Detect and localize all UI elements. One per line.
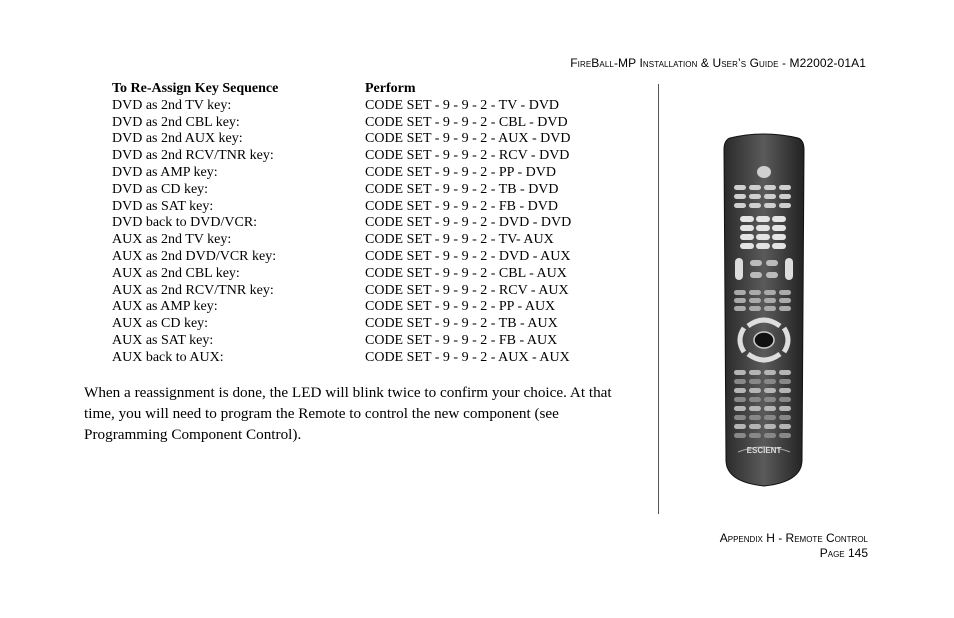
remote-key bbox=[740, 234, 754, 240]
remote-key bbox=[749, 185, 761, 190]
remote-key bbox=[756, 243, 770, 249]
remote-key bbox=[779, 406, 791, 411]
remote-key bbox=[749, 379, 761, 384]
key-sequence-cell: AUX as 2nd CBL key: bbox=[112, 265, 240, 281]
table-row bbox=[112, 266, 571, 283]
remote-key bbox=[764, 433, 776, 438]
remote-key bbox=[749, 290, 761, 295]
remote-key bbox=[750, 260, 762, 266]
remote-key bbox=[764, 306, 776, 311]
remote-key bbox=[764, 388, 776, 393]
key-sequence-cell: DVD as 2nd TV key: bbox=[112, 97, 232, 113]
remote-key bbox=[764, 194, 776, 199]
perform-cell: CODE SET - 9 - 9 - 2 - DVD - DVD bbox=[365, 215, 572, 231]
key-reassign-table bbox=[112, 81, 571, 367]
remote-key bbox=[779, 194, 791, 199]
key-sequence-cell: AUX as AMP key: bbox=[112, 299, 218, 315]
remote-key bbox=[749, 298, 761, 303]
remote-key bbox=[749, 406, 761, 411]
remote-key bbox=[764, 415, 776, 420]
remote-key bbox=[734, 185, 746, 190]
remote-key bbox=[779, 424, 791, 429]
table-row bbox=[112, 283, 571, 300]
perform-cell: CODE SET - 9 - 9 - 2 - TB - DVD bbox=[365, 181, 559, 197]
remote-key bbox=[772, 243, 786, 249]
channel-rocker bbox=[785, 258, 793, 280]
remote-key bbox=[764, 397, 776, 402]
remote-key bbox=[764, 424, 776, 429]
vertical-divider bbox=[658, 84, 659, 514]
remote-key bbox=[740, 216, 754, 222]
remote-key bbox=[779, 388, 791, 393]
remote-key bbox=[779, 370, 791, 375]
running-header: FireBall-MP Installation & User’s Guide - M22002-01A1 bbox=[570, 56, 866, 70]
key-sequence-cell: DVD as CD key: bbox=[112, 181, 209, 197]
remote-key bbox=[734, 298, 746, 303]
table-row bbox=[112, 98, 571, 115]
remote-key bbox=[740, 243, 754, 249]
remote-key bbox=[779, 433, 791, 438]
remote-key bbox=[734, 290, 746, 295]
perform-cell: CODE SET - 9 - 9 - 2 - AUX - DVD bbox=[365, 131, 571, 147]
perform-cell: CODE SET - 9 - 9 - 2 - TV - DVD bbox=[365, 97, 560, 113]
table-row bbox=[112, 199, 571, 216]
key-sequence-cell: DVD as 2nd RCV/TNR key: bbox=[112, 148, 274, 164]
footer-page-number: Page 145 bbox=[819, 546, 868, 560]
remote-key bbox=[734, 379, 746, 384]
remote-key bbox=[734, 415, 746, 420]
key-sequence-cell: DVD back to DVD/VCR: bbox=[112, 215, 258, 231]
table-row bbox=[112, 316, 571, 333]
select-button bbox=[754, 332, 774, 348]
remote-key bbox=[749, 424, 761, 429]
remote-key bbox=[749, 388, 761, 393]
perform-cell: CODE SET - 9 - 9 - 2 - PP - DVD bbox=[365, 164, 556, 180]
remote-key bbox=[734, 433, 746, 438]
remote-key bbox=[779, 379, 791, 384]
remote-key bbox=[764, 203, 776, 208]
remote-key bbox=[740, 225, 754, 231]
perform-cell: CODE SET - 9 - 9 - 2 - AUX - AUX bbox=[365, 349, 570, 365]
table-row bbox=[112, 249, 571, 266]
table-row bbox=[112, 165, 571, 182]
table-row bbox=[112, 115, 571, 132]
body-paragraph: When a reassignment is done, the LED will blink twice to confirm your choice. At that time, you will need to program the Remote to control the new component (see Programming Component Control). bbox=[84, 384, 612, 443]
table-row bbox=[112, 182, 571, 199]
remote-key bbox=[756, 225, 770, 231]
remote-key bbox=[734, 306, 746, 311]
remote-key bbox=[779, 185, 791, 190]
remote-key bbox=[779, 415, 791, 420]
key-sequence-cell: DVD as 2nd CBL key: bbox=[112, 114, 240, 130]
perform-cell: CODE SET - 9 - 9 - 2 - CBL - DVD bbox=[365, 114, 568, 130]
perform-cell: CODE SET - 9 - 9 - 2 - FB - DVD bbox=[365, 198, 559, 214]
remote-key bbox=[764, 290, 776, 295]
perform-cell: CODE SET - 9 - 9 - 2 - DVD - AUX bbox=[365, 248, 571, 264]
remote-key bbox=[764, 185, 776, 190]
perform-cell: CODE SET - 9 - 9 - 2 - TV- AUX bbox=[365, 232, 554, 248]
key-sequence-cell: AUX as CD key: bbox=[112, 316, 209, 332]
remote-key bbox=[749, 415, 761, 420]
remote-key bbox=[779, 298, 791, 303]
remote-key bbox=[750, 272, 762, 278]
key-sequence-cell: DVD as 2nd AUX key: bbox=[112, 131, 243, 147]
remote-control-illustration bbox=[718, 130, 810, 490]
table-row bbox=[112, 215, 571, 232]
remote-key bbox=[734, 194, 746, 199]
remote-control-image bbox=[718, 130, 810, 495]
remote-key bbox=[764, 406, 776, 411]
remote-key bbox=[764, 298, 776, 303]
table-row bbox=[112, 350, 571, 367]
remote-key bbox=[772, 225, 786, 231]
key-sequence-cell: DVD as SAT key: bbox=[112, 198, 214, 214]
footer-section: Appendix H - Remote Control bbox=[719, 531, 868, 545]
remote-key bbox=[749, 194, 761, 199]
table-row bbox=[112, 333, 571, 350]
remote-key bbox=[779, 306, 791, 311]
key-sequence-cell: AUX back to AUX: bbox=[112, 349, 224, 365]
column-header-perform: Perform bbox=[365, 81, 416, 96]
key-sequence-cell: DVD as AMP key: bbox=[112, 164, 218, 180]
remote-key bbox=[764, 370, 776, 375]
remote-key bbox=[766, 272, 778, 278]
key-sequence-cell: AUX as 2nd TV key: bbox=[112, 232, 232, 248]
table-row bbox=[112, 131, 571, 148]
table-row bbox=[112, 299, 571, 316]
remote-key bbox=[779, 203, 791, 208]
table-row bbox=[112, 148, 571, 165]
remote-key bbox=[734, 370, 746, 375]
key-sequence-cell: AUX as 2nd DVD/VCR key: bbox=[112, 248, 277, 264]
remote-key bbox=[779, 397, 791, 402]
perform-cell: CODE SET - 9 - 9 - 2 - FB - AUX bbox=[365, 332, 558, 348]
brand-logo: ESCIENT bbox=[746, 446, 782, 455]
perform-cell: CODE SET - 9 - 9 - 2 - TB - AUX bbox=[365, 316, 558, 332]
key-sequence-cell: AUX as 2nd RCV/TNR key: bbox=[112, 282, 274, 298]
remote-key bbox=[756, 216, 770, 222]
table-row bbox=[112, 232, 571, 249]
remote-key bbox=[749, 397, 761, 402]
remote-key bbox=[764, 379, 776, 384]
page-footer bbox=[720, 531, 868, 561]
perform-cell: CODE SET - 9 - 9 - 2 - RCV - DVD bbox=[365, 148, 570, 164]
column-header-key-sequence: To Re-Assign Key Sequence bbox=[112, 81, 279, 96]
remote-key bbox=[734, 388, 746, 393]
remote-key bbox=[772, 216, 786, 222]
remote-key bbox=[734, 203, 746, 208]
perform-cell: CODE SET - 9 - 9 - 2 - PP - AUX bbox=[365, 299, 556, 315]
remote-key bbox=[756, 234, 770, 240]
perform-cell: CODE SET - 9 - 9 - 2 - CBL - AUX bbox=[365, 265, 567, 281]
power-button bbox=[757, 166, 771, 178]
remote-key bbox=[766, 260, 778, 266]
remote-key bbox=[749, 433, 761, 438]
remote-key bbox=[749, 203, 761, 208]
table-header-row bbox=[112, 81, 571, 98]
volume-rocker bbox=[735, 258, 743, 280]
perform-cell: CODE SET - 9 - 9 - 2 - RCV - AUX bbox=[365, 282, 569, 298]
remote-key bbox=[734, 424, 746, 429]
remote-key bbox=[749, 306, 761, 311]
remote-key bbox=[734, 406, 746, 411]
remote-key bbox=[734, 397, 746, 402]
remote-key bbox=[779, 290, 791, 295]
remote-key bbox=[749, 370, 761, 375]
key-sequence-cell: AUX as SAT key: bbox=[112, 332, 214, 348]
remote-key bbox=[772, 234, 786, 240]
